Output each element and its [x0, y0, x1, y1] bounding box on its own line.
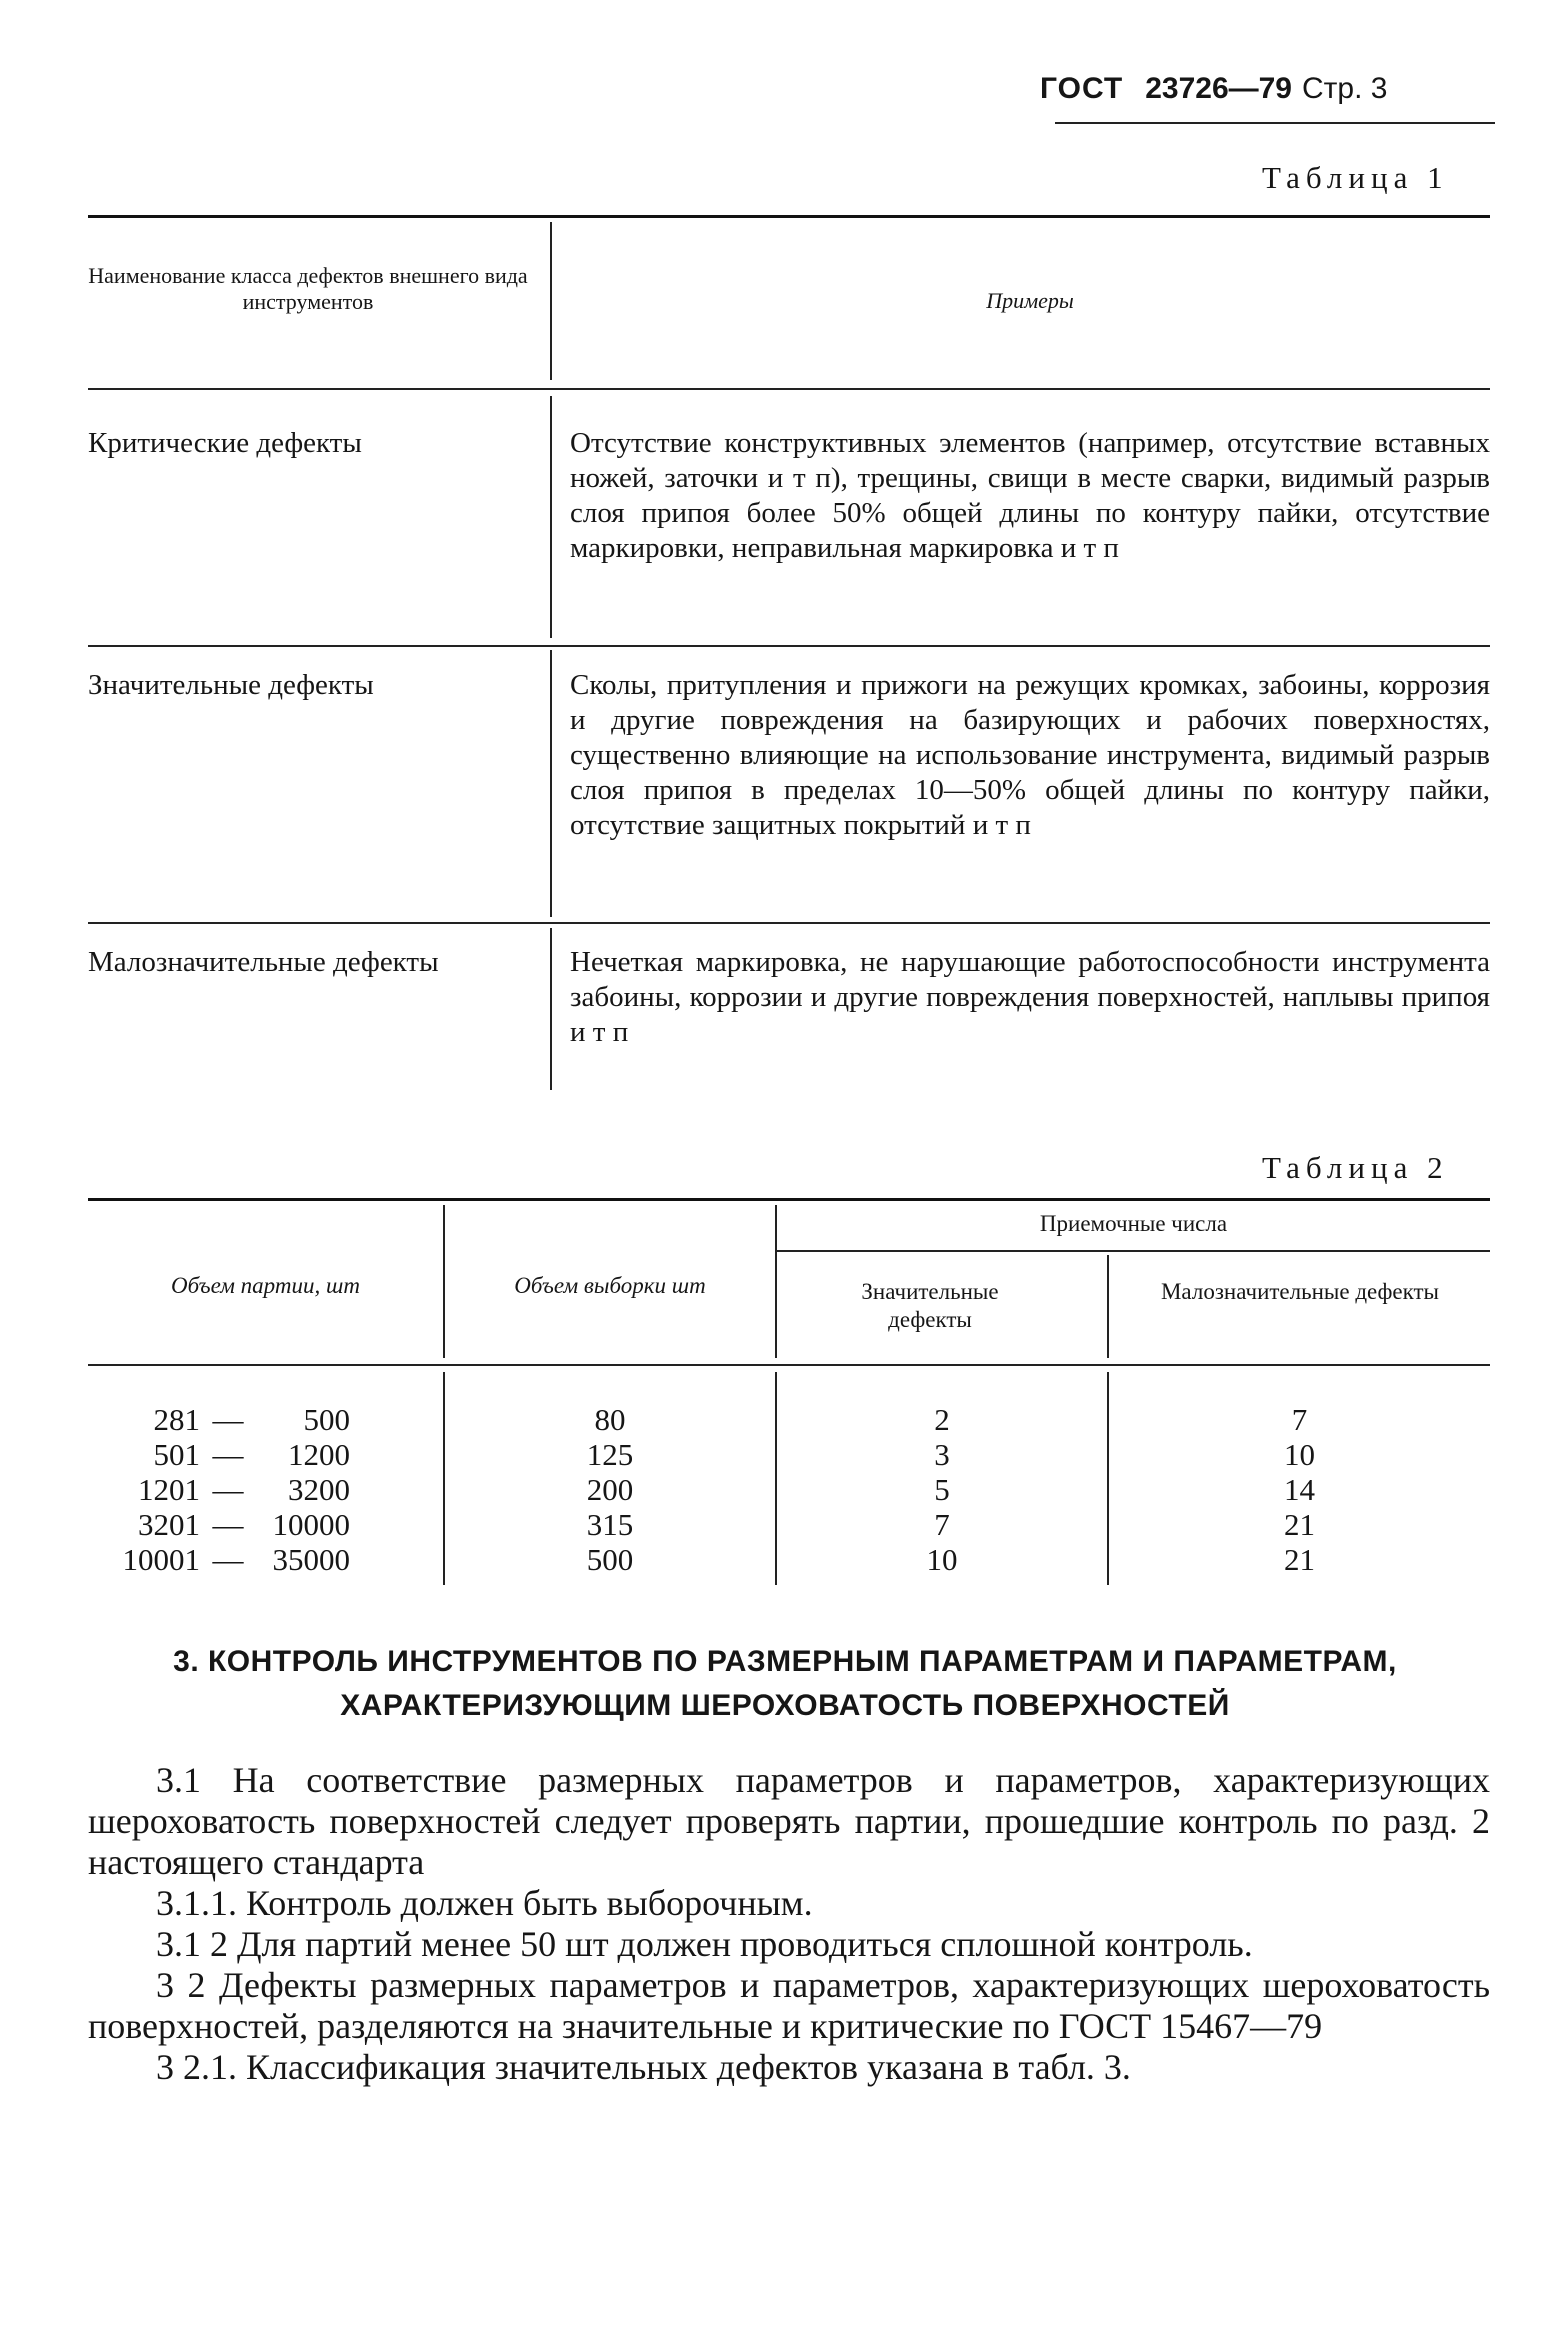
table2-cell: 80 — [594, 1402, 626, 1437]
table1-row2-example: Сколы, притупления и прижоги на режущих кромках, забоины, коррозия и другие повреждения на базирующих и рабочих поверхностях, существенно влияющие на использование инструмента, видимый разрыв слоя припоя в пределах 10—50% общей длины по контуру пайки, отсутствие защитных покрытий и т п — [570, 669, 1490, 841]
table2-cell: 10 — [926, 1542, 958, 1577]
table2-cell: — — [212, 1472, 244, 1507]
table2-cell: 125 — [586, 1437, 634, 1472]
table1-header-examples: Примеры — [986, 288, 1074, 313]
table2-cell: 21 — [1284, 1542, 1315, 1577]
paragraph-3-1-1: 3.1.1. Контроль должен быть выборочным. — [156, 1883, 813, 1923]
table2-cell: 10001 — [122, 1542, 200, 1577]
standard-number: 23726—79 — [1145, 72, 1292, 105]
table2-top-rule — [88, 1198, 1490, 1201]
table2-cell: 281 — [153, 1402, 200, 1437]
table1-row3-example: Нечеткая маркировка, не нарушающие работоспособности инструмента забоины, коррозии и другие повреждения поверхностей, наплывы припоя и т п — [570, 946, 1490, 1048]
table2-batch-to-column — [250, 1402, 350, 1577]
paragraph-3-2-1: 3 2.1. Классификация значительных дефектов указана в табл. 3. — [156, 2047, 1131, 2087]
table2-cell: 500 — [303, 1402, 350, 1437]
table2-batch-from-column — [88, 1402, 200, 1577]
table2-cell: — — [212, 1437, 244, 1472]
table2-header-accept: Приемочные числа — [1039, 1211, 1228, 1236]
table2-cell: 1201 — [138, 1472, 200, 1507]
table2-cell: — — [212, 1402, 244, 1437]
table2-cell: 10000 — [272, 1507, 350, 1542]
table1-row3-divider — [550, 928, 552, 1090]
table2-header-minor: Малозначительные дефекты — [1160, 1279, 1440, 1304]
table2-cell: 501 — [153, 1437, 200, 1472]
paragraph-3-2: 3 2 Дефекты размерных параметров и параметров, характеризующих шероховатость поверхностей, разделяются на значительные и критические по ГОСТ 15467—79 — [88, 1965, 1490, 2046]
table2-cell: 3201 — [138, 1507, 200, 1542]
table2-cell: 500 — [586, 1542, 634, 1577]
table2-cell: 7 — [934, 1507, 950, 1542]
table1-row2-rule — [88, 922, 1490, 924]
table1-row1-class: Критические дефекты — [88, 427, 362, 459]
page-number: Стр. 3 — [1302, 72, 1388, 105]
table2-accept-rule — [777, 1250, 1490, 1252]
table2-cell: 3 — [934, 1437, 950, 1472]
table1-row1-divider — [550, 396, 552, 638]
table2-sample-column — [445, 1402, 775, 1577]
header-rule — [1055, 122, 1495, 124]
table2-cell: 21 — [1284, 1507, 1315, 1542]
table1-caption: Таблица 1 — [1262, 160, 1449, 195]
table2-divider-3 — [1107, 1255, 1109, 1358]
page-header — [1040, 72, 1495, 106]
table2-cell: 200 — [586, 1472, 634, 1507]
table1-row2-class: Значительные дефекты — [88, 669, 374, 701]
paragraph-3-1: 3.1 На соответствие размерных параметров и параметров, характеризующих шероховатость поверхностей следует проверять партии, прошедшие контроль по разд. 2 настоящего стандарта — [88, 1760, 1490, 1882]
standard-prefix: ГОСТ — [1040, 72, 1124, 105]
table2-batch-dash-column — [208, 1402, 248, 1577]
table2-cell: — — [212, 1542, 244, 1577]
paragraph-3-1-2: 3.1 2 Для партий менее 50 шт должен проводиться сплошной контроль. — [156, 1924, 1253, 1964]
table1-header-divider — [550, 222, 552, 380]
table2-minor-column — [1109, 1402, 1490, 1577]
table2-significant-column — [777, 1402, 1107, 1577]
table2-header-rule — [88, 1364, 1490, 1366]
table2-cell: 3200 — [288, 1472, 350, 1507]
table1-row2-divider — [550, 650, 552, 917]
table2-cell: 1200 — [288, 1437, 350, 1472]
table2-cell: 35000 — [272, 1542, 350, 1577]
table2-cell: 10 — [1284, 1437, 1315, 1472]
table2-cell: 315 — [586, 1507, 634, 1542]
table1-row1-example: Отсутствие конструктивных элементов (например, отсутствие вставных ножей, заточки и т п), трещины, свищи в месте сварки, видимый разрыв слоя припоя более 50% общей длины по контуру пайки, отсутствие маркировки, неправильная маркировка и т п — [570, 427, 1490, 564]
table2-cell: — — [212, 1507, 244, 1542]
table1-header-rule — [88, 388, 1490, 390]
table2-caption: Таблица 2 — [1262, 1150, 1449, 1185]
table2-header-sample: Объем выборки шт — [514, 1273, 706, 1298]
section3-body — [88, 1760, 1490, 2088]
table2-header-batch: Объем партии, шт — [171, 1273, 360, 1298]
table2-cell: 14 — [1284, 1472, 1315, 1507]
table2-cell: 7 — [1291, 1402, 1308, 1437]
table1-header-class: Наименование класса дефектов внешнего вида инструментов — [88, 263, 528, 314]
table1-row1-rule — [88, 645, 1490, 647]
table2-cell: 5 — [934, 1472, 950, 1507]
table1-row3-class: Малозначительные дефекты — [88, 946, 439, 978]
table2-cell: 2 — [934, 1402, 950, 1437]
table1-top-rule — [88, 215, 1490, 218]
table2-header-significant: Значительные дефекты — [861, 1279, 999, 1332]
section3-title: 3. КОНТРОЛЬ ИНСТРУМЕНТОВ ПО РАЗМЕРНЫМ ПАРАМЕТРАМ И ПАРАМЕТРАМ, ХАРАКТЕРИЗУЮЩИМ ШЕРОХОВАТОСТЬ ПОВЕРХНОСТЕЙ — [173, 1645, 1397, 1722]
